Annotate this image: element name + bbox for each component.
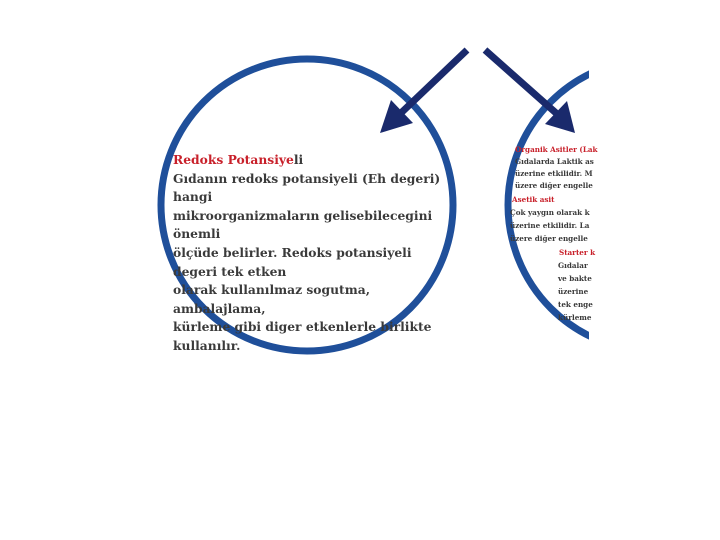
right-line: Starter k: [559, 248, 596, 257]
title-red-part: Redoks Potansiye: [173, 152, 294, 167]
title-tail-part: li: [293, 152, 304, 167]
right-line: Çok yaygın olarak k: [510, 208, 590, 217]
right-circle-text: [505, 140, 598, 330]
right-line: üzerine: [558, 287, 589, 296]
right-line: Asetik asit: [512, 195, 555, 204]
right-line: üzerine etkilidir. M: [515, 169, 593, 178]
right-line: ve bakte: [558, 274, 592, 283]
left-circle-text: [173, 151, 458, 356]
body-line: mikroorganizmaların gelisebilecegini önemli: [173, 207, 433, 242]
right-line: üzere diğer engelle: [515, 181, 593, 190]
right-line: üzere diğer engelle: [510, 234, 588, 243]
right-line: tek enge: [558, 300, 593, 309]
body-line: ölçüde belirler. Redoks potansiyeli degeri tek etken: [173, 244, 412, 279]
right-line: Organik Asitler (Lak: [515, 145, 598, 154]
right-line: Gıdalarda Laktik as: [515, 157, 594, 166]
left-circle-title: [173, 151, 458, 170]
right-line: üzerine etkilidir. La: [510, 221, 590, 230]
right-line: kürleme: [558, 313, 592, 322]
right-line: Gıdalar: [558, 261, 588, 270]
body-line: olarak kullanılmaz sogutma, ambalajlama,: [173, 282, 370, 316]
body-line: kürleme gibi diger etkenlerle birlikte kullanılır.: [173, 319, 432, 353]
body-line: Gıdanın redoks potansiyeli (Eh degeri) hangi: [173, 170, 441, 205]
